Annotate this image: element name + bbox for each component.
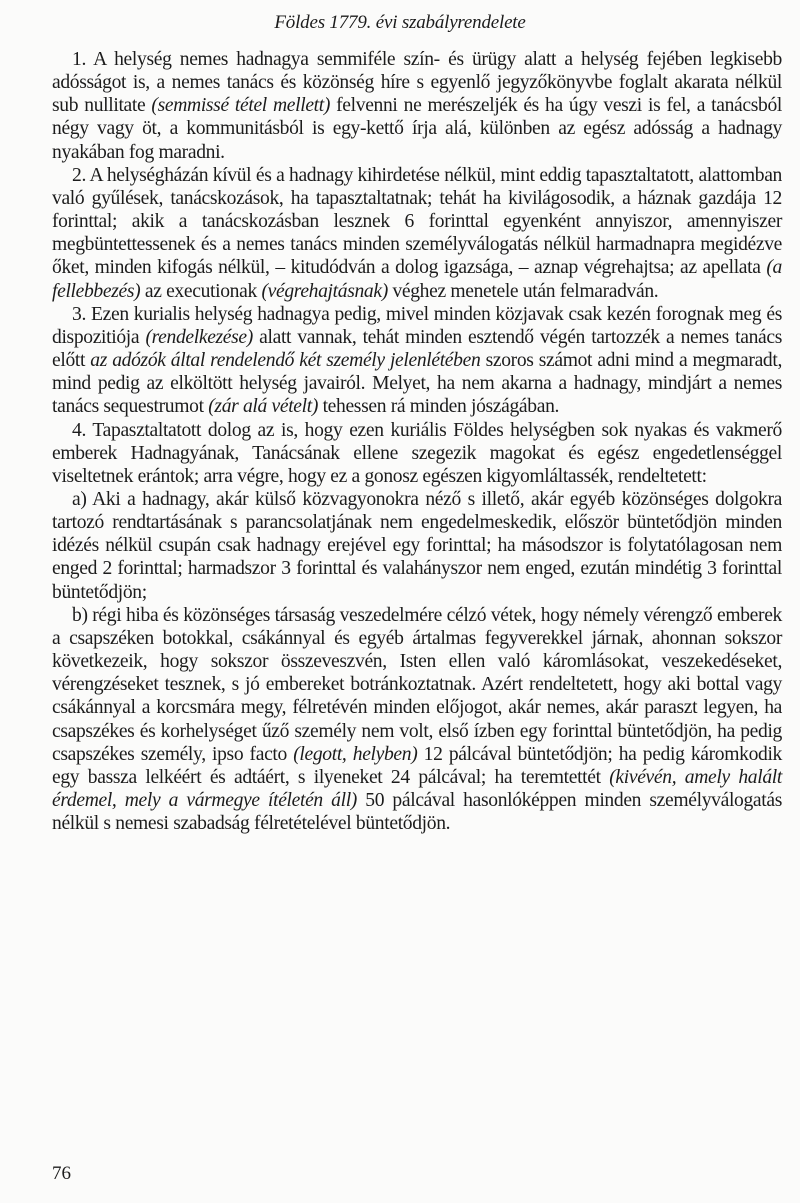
text-segment: szoros számot adni mind a megmaradt, mind pedig az elköltött helység javairól. Melyet, ha nem akarna a hadnagy, mindjárt a nemes tanács sequestrumot [52,350,783,418]
italic-gloss: (semmissé tétel mellett) [151,95,331,117]
paragraph-4a [52,488,782,604]
italic-gloss: (a fellebbezés) [52,257,782,302]
paragraph-4b [52,604,782,836]
italic-gloss: (végrehajtásnak) [261,280,388,302]
italic-gloss: (rendelkezése) [145,326,253,348]
running-title: Földes 1779. évi szabályrendelete [274,12,526,33]
text-segment: 50 pálcával hasonlóképpen minden személyválogatás nélkül s nemesi szabadság félretételével büntetődjön. [52,790,782,835]
body-text [52,48,782,835]
paragraph-3 [52,303,782,419]
text-segment: 3. Ezen kurialis helység hadnagya pedig, mivel minden közjavak csak kezén forognak meg és dispozitiója [52,303,782,348]
italic-gloss: (legott, helyben) [293,743,418,765]
paragraph-2 [52,164,782,303]
text-segment: felvenni ne merészeljék és ha úgy veszi is fel, a tanácsból négy vagy öt, a kommunitásból is egy-kettő írja alá, különben az egész adósság a hadnagy nyakában fog maradni. [52,95,782,163]
text-segment: tehessen rá minden jószágában. [318,396,560,418]
italic-gloss: (zár alá vételt) [208,396,319,418]
text-segment: alatt vannak, tehát minden esztendő végén tartozzék a nemes tanács előtt [52,326,782,372]
text-segment: 4. Tapasztaltatott dolog az is, hogy ezen kuriális Földes helységben sok nyakas és vakmerő emberek Hadnagyának, Tanácsának ellene szegezik magokat és egész engedetlenséggel viseltetnek erántok; arra végre, hogy ez a gonosz egészen kigyomláltassék, rendeltetett: [52,419,782,487]
text-segment: az executionak [140,280,262,302]
text-segment: 12 pálcával büntetődjön; ha pedig káromkodik egy bassza lelkéért és adtáért, s ilyeneket 24 pálcával; ha teremtettét [52,743,783,788]
paragraph-1 [52,48,782,164]
text-segment: 2. A helységházán kívül és a hadnagy kihirdetése nélkül, mint eddig tapasztaltatott, alattomban való gyűlések, tanácskozások, ha tapasztaltatnak; tehát ha kivilágosodik, a háznak gazdája 12 forinttal; akik a tanácskozásban lesznek 6 forinttal egyenként annyiszor, amennyiszer megbüntettessenek és a nemes tanács minden személyválogatás nélkül harmadnapra megidézve őket, minden kifogás nélkül, – kitudódván a dolog igazsága, – aznap végrehajtsa; az apellata [52,164,782,279]
text-segment: a) Aki a hadnagy, akár külső közvagyonokra néző s illető, akár egyéb közönséges dolgokra tartozó rendtartásának s parancsolatjának nem engedelmeskedik, először büntetődjön minden idézés nélkül csupán csak hadnagy erejével egy forinttal; ha másodszor is folytatólagosan nem enged 2 forinttal; harmadszor 3 forinttal és valahányszor nem enged, ezután mindétig 3 forinttal büntetődjön; [52,488,782,603]
paragraph-4 [52,419,782,488]
italic-gloss: (kivévén, amely halált érdemel, mely a vármegye ítéletén áll) [52,766,782,811]
page-number: 76 [52,1163,71,1184]
text-segment: 1. A helység nemes hadnagya semmiféle szín- és ürügy alatt a helység fejében legkisebb adósságot is, a nemes tanács és közönség híre s egyenlő jegyzőkönyvbe foglalt akarata nélkül sub nullitate [52,49,782,117]
text-segment: b) régi hiba és közönséges társaság veszedelmére célzó vétek, hogy némely vérengző emberek a csapszéken botokkal, csákánnyal és egyéb ártalmas fegyverekkel járnak, ahonnan sokszor következeik, hogy sokszor összeveszvén, Isten ellen való káromlásokat, veszekedéseket, vérengzéseket tesznek, s jó embereket botránkoztatnak. Azért rendeltetett, hogy aki bottal vagy csákánnyal a korcsmára megy, félretévén minden előjogot, akár nemes, akár paraszt legyen, ha csapszékes és korhelységet űző személy nem volt, első ízben egy forinttal büntetődjön, ha pedig csapszékes személy, ipso facto [52,604,782,765]
italic-emphasis: az adózók által rendelendő két személy jelenlétében [90,350,481,372]
text-segment: véghez menetele után felmaradván. [387,280,659,302]
